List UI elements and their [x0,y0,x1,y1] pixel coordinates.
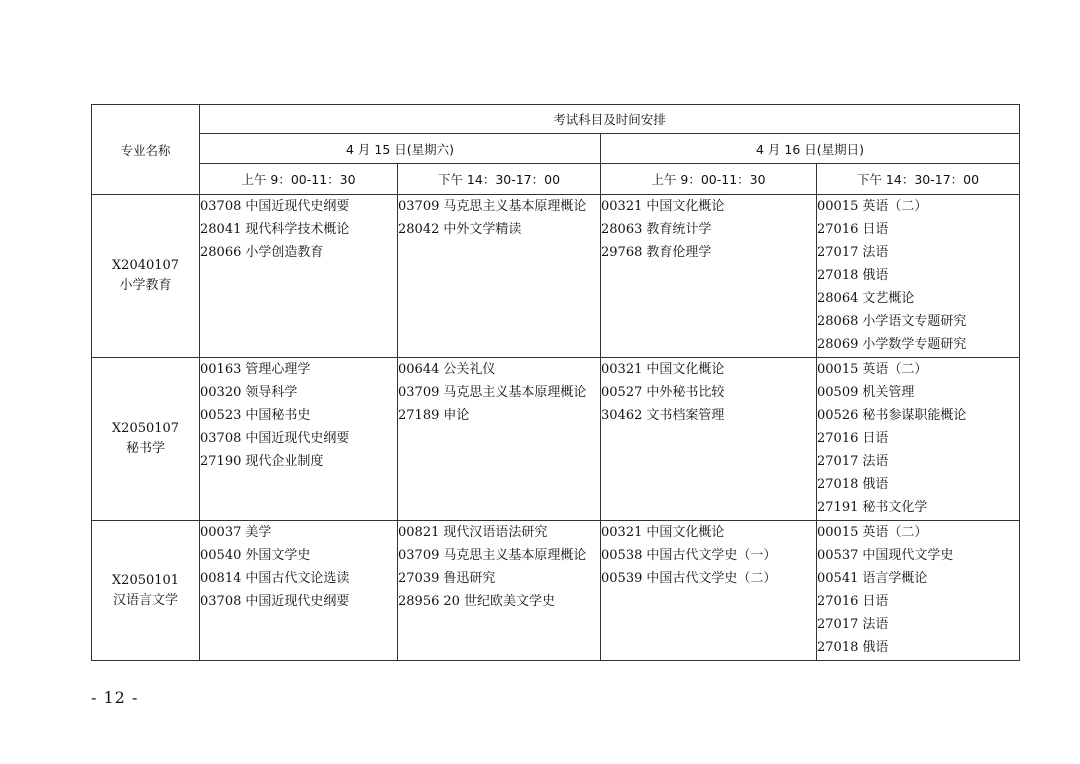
course-name: 英语（二） [862,525,928,540]
course-item [200,359,397,382]
course-name: 现代科学技术概论 [245,222,350,237]
course-item [817,497,1019,520]
course-code: 27018 [817,477,859,492]
course-item [817,219,1019,242]
course-name: 秘书参谋职能概论 [862,408,967,423]
course-list [601,358,816,428]
course-list [601,195,816,265]
course-item [817,474,1019,497]
course-item [601,405,816,428]
course-item [200,196,397,219]
major-name: 小学教育 [119,278,172,293]
course-item [601,196,816,219]
course-name: 日语 [862,594,889,609]
course-item [398,219,600,242]
day2-morning-courses-cell [601,521,817,661]
course-item [601,219,816,242]
course-list [817,358,1019,520]
course-code: 28063 [601,222,643,237]
course-code: 27039 [398,571,440,586]
course-list [398,195,600,242]
course-code: 00015 [817,362,859,377]
course-item [200,405,397,428]
major-cell [92,521,200,661]
course-item [200,428,397,451]
course-code: 27016 [817,222,859,237]
course-name: 中国现代文学史 [862,548,954,563]
course-name: 中国近现代史纲要 [245,594,350,609]
course-code: 00539 [601,571,643,586]
course-item [601,242,816,265]
course-code: 28066 [200,245,242,260]
day2-afternoon-courses-cell [817,195,1020,358]
day1-morning-header: 上午 9：00-11：30 [200,164,398,195]
day2-morning-header: 上午 9：00-11：30 [601,164,817,195]
course-code: 28042 [398,222,440,237]
day2-afternoon-courses-cell [817,521,1020,661]
course-item [601,568,816,591]
course-item [817,568,1019,591]
course-name: 马克思主义基本原理概论 [443,548,587,563]
course-item [398,382,600,405]
course-list [200,358,397,474]
course-code: 27018 [817,268,859,283]
course-code: 03709 [398,548,440,563]
course-name: 中外文学精读 [443,222,522,237]
course-code: 27017 [817,245,859,260]
course-name: 语言学概论 [862,571,928,586]
course-item [817,591,1019,614]
course-item [398,405,600,428]
course-item [817,545,1019,568]
course-code: 00526 [817,408,859,423]
course-list [200,521,397,614]
course-name: 教育统计学 [646,222,712,237]
course-name: 美学 [245,525,272,540]
course-item [817,451,1019,474]
course-name: 英语（二） [862,199,928,214]
course-code: 00644 [398,362,440,377]
course-item [817,242,1019,265]
course-code: 27016 [817,431,859,446]
course-name: 现代企业制度 [245,454,324,469]
course-code: 00509 [817,385,859,400]
course-item [817,359,1019,382]
course-code: 27189 [398,408,440,423]
course-code: 00821 [398,525,440,540]
table-row [92,195,1020,358]
course-code: 00037 [200,525,242,540]
course-item [398,359,600,382]
course-name: 中国文化概论 [646,525,725,540]
course-code: 00541 [817,571,859,586]
major-code: X2050101 [111,572,180,588]
course-name: 中国文化概论 [646,199,725,214]
course-code: 03708 [200,594,242,609]
course-name: 法语 [862,617,889,632]
course-name: 日语 [862,431,889,446]
course-code: 03709 [398,385,440,400]
course-name: 日语 [862,222,889,237]
course-code: 27016 [817,594,859,609]
course-item [817,288,1019,311]
course-code: 27017 [817,617,859,632]
course-name: 中国近现代史纲要 [245,199,350,214]
day1-afternoon-courses-cell [398,521,601,661]
day1-morning-courses-cell [200,521,398,661]
course-code: 28041 [200,222,242,237]
course-code: 28064 [817,291,859,306]
course-name: 20 世纪欧美文学史 [443,594,556,609]
course-item [817,405,1019,428]
course-name: 马克思主义基本原理概论 [443,385,587,400]
course-item [200,568,397,591]
course-name: 文书档案管理 [646,408,725,423]
course-item [817,614,1019,637]
course-name: 中国古代文学史（二） [646,571,777,586]
course-list [601,521,816,591]
course-name: 中国近现代史纲要 [245,431,350,446]
course-code: 00321 [601,525,643,540]
course-item [601,382,816,405]
course-code: 00540 [200,548,242,563]
course-code: 00538 [601,548,643,563]
course-item [200,545,397,568]
course-name: 外国文学史 [245,548,311,563]
course-list [817,195,1019,357]
course-name: 俄语 [862,268,889,283]
course-name: 申论 [443,408,470,423]
course-item [398,591,600,614]
course-item [398,568,600,591]
course-item [200,382,397,405]
course-name: 管理心理学 [245,362,311,377]
major-code: X2040107 [111,258,180,273]
major-code: X2050107 [111,421,180,436]
course-name: 法语 [862,245,889,260]
day1-header: 4 月 15 日(星期六) [200,134,601,164]
course-name: 俄语 [862,640,889,655]
course-code: 28956 [398,594,440,609]
course-item [601,545,816,568]
day1-afternoon-courses-cell [398,195,601,358]
day2-afternoon-courses-cell [817,358,1020,521]
day1-afternoon-courses-cell [398,358,601,521]
course-item [817,334,1019,357]
course-code: 00015 [817,199,859,214]
day2-morning-courses-cell [601,358,817,521]
course-code: 00321 [601,362,643,377]
course-code: 00537 [817,548,859,563]
course-name: 教育伦理学 [646,245,712,260]
course-code: 28068 [817,314,859,329]
course-code: 00015 [817,525,859,540]
course-code: 27018 [817,640,859,655]
course-item [601,359,816,382]
course-item [200,242,397,265]
course-item [601,522,816,545]
course-code: 03709 [398,199,440,214]
course-name: 小学创造教育 [245,245,324,260]
day2-header: 4 月 16 日(星期日) [601,134,1020,164]
course-code: 27190 [200,454,242,469]
course-code: 00523 [200,408,242,423]
course-item [200,591,397,614]
day2-afternoon-header: 下午 14：30-17：00 [817,164,1020,195]
major-cell [92,195,200,358]
table-row [92,358,1020,521]
course-item [817,311,1019,334]
course-name: 中外秘书比较 [646,385,725,400]
course-item [817,522,1019,545]
course-code: 29768 [601,245,643,260]
day1-afternoon-header: 下午 14：30-17：00 [398,164,601,195]
course-name: 英语（二） [862,362,928,377]
day1-morning-courses-cell [200,195,398,358]
course-name: 中国古代文论选读 [245,571,350,586]
course-name: 现代汉语语法研究 [443,525,548,540]
course-item [817,637,1019,660]
table-row [92,521,1020,661]
page-number: - 12 - [91,688,139,707]
course-name: 法语 [862,454,889,469]
schedule-title-header: 考试科目及时间安排 [200,105,1020,134]
course-code: 00527 [601,385,643,400]
course-list [398,358,600,428]
major-cell [92,358,200,521]
course-code: 03708 [200,431,242,446]
course-name: 俄语 [862,477,889,492]
course-name: 马克思主义基本原理概论 [443,199,587,214]
course-item [817,265,1019,288]
course-name: 鲁迅研究 [443,571,496,586]
course-code: 27191 [817,500,859,515]
day1-morning-courses-cell [200,358,398,521]
course-item [398,545,600,568]
course-code: 00814 [200,571,242,586]
course-name: 小学语文专题研究 [862,314,967,329]
course-name: 中国文化概论 [646,362,725,377]
course-name: 小学数学专题研究 [862,337,967,352]
course-name: 领导科学 [245,385,298,400]
course-code: 30462 [601,408,643,423]
course-list [200,195,397,265]
major-name: 秘书学 [125,441,165,456]
course-name: 文艺概论 [862,291,915,306]
course-name: 机关管理 [862,385,915,400]
course-item [398,196,600,219]
schedule-body [92,195,1020,661]
course-item [817,196,1019,219]
course-name: 秘书文化学 [862,500,928,515]
course-code: 00163 [200,362,242,377]
major-name: 汉语言文学 [112,592,178,608]
course-code: 28069 [817,337,859,352]
course-list [817,521,1019,660]
course-code: 27017 [817,454,859,469]
course-item [200,451,397,474]
day2-morning-courses-cell [601,195,817,358]
course-list [398,521,600,614]
course-item [817,382,1019,405]
course-name: 公关礼仪 [443,362,496,377]
exam-schedule-table [91,104,1020,661]
course-item [817,428,1019,451]
course-code: 03708 [200,199,242,214]
course-code: 00321 [601,199,643,214]
course-name: 中国秘书史 [245,408,311,423]
course-name: 中国古代文学史（一） [646,548,777,563]
major-name-header: 专业名称 [92,105,200,195]
course-item [398,522,600,545]
course-item [200,219,397,242]
course-code: 00320 [200,385,242,400]
course-item [200,522,397,545]
